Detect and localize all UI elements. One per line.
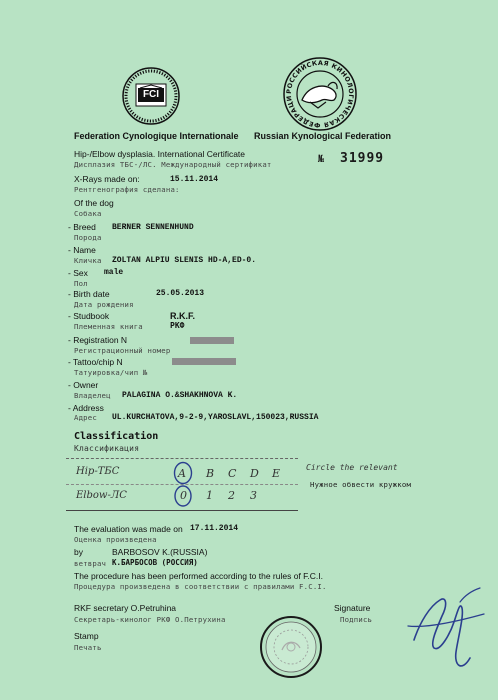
cert-title-ru: Дисплазия ТБС-/ЛС. Международный сертификат [74, 160, 272, 169]
name-label: - Name [68, 245, 96, 255]
rkf-logo-graphic [282, 56, 358, 132]
rkf-ring-text: РОССИЙСКАЯ КИНОЛОГИЧЕСКАЯ ФЕДЕРАЦИ [284, 58, 356, 130]
cert-title-en: Hip-/Elbow dysplasia. International Certificate [74, 149, 246, 159]
hip-grade-e: E [272, 467, 281, 480]
secretary-ru: Секретарь-кинолог РКФ О.Петрухина [74, 615, 226, 624]
cert-number-label: № [318, 154, 325, 165]
sex-value: male [104, 268, 124, 277]
dog-label: Of the dog [74, 198, 114, 208]
stamp-graphic [262, 618, 320, 676]
org-right: Russian Kynological Federation [254, 131, 392, 141]
xray-label: X-Rays made on: [74, 174, 140, 184]
eval-made-label: The evaluation was made on [74, 524, 183, 534]
birth-label-ru: Дата рождения [74, 300, 134, 309]
elbow-label: Elbow-ЛС [76, 490, 127, 501]
tattoo-redaction [172, 358, 236, 365]
dog-label-ru: Собака [74, 209, 102, 218]
address-label-ru: Адрес [74, 413, 97, 422]
fci-logo [118, 66, 184, 126]
hip-grade-b: B [206, 467, 215, 480]
org-left: Federation Cynologique Internationale [74, 131, 239, 141]
tattoo-label: - Tattoo/chip N [68, 357, 123, 367]
owner-label: - Owner [68, 380, 99, 390]
address-value: UL.KURCHATOVA,9-2-9,YAROSLAVL,150023,RUSSIA [112, 413, 319, 422]
studbook-label: - Studbook [68, 311, 110, 321]
eval-by-label: by [74, 547, 83, 557]
classification-box-top [66, 458, 298, 459]
xray-date: 15.11.2014 [170, 175, 219, 184]
address-label: - Address [68, 403, 104, 413]
breed-label-ru: Порода [74, 233, 102, 242]
rkf-logo [282, 56, 358, 132]
signature-label: Signature [334, 603, 371, 613]
procedure-en: The procedure has been performed according to the rules of F.C.I. [74, 571, 323, 581]
elbow-selected-circle [175, 486, 191, 506]
eval-by-name: BARBOSOV K.(RUSSIA) [112, 547, 208, 557]
birth-label: - Birth date [68, 289, 110, 299]
elbow-grade-0: 0 [180, 489, 187, 502]
studbook-value-ru: РКФ [170, 321, 185, 330]
stamp-label: Stamp [74, 631, 99, 641]
embossed-stamp [260, 616, 322, 678]
breed-label: - Breed [68, 222, 96, 232]
owner-value: PALAGINA O.&SHAKHNOVA K. [122, 391, 238, 400]
hip-grade-a: A [178, 467, 186, 480]
reg-label-ru: Регистрационный номер [74, 346, 171, 355]
elbow-grade-1: 1 [206, 489, 213, 502]
cert-number: 31999 [340, 151, 385, 166]
studbook-label-ru: Племенная книга [74, 322, 143, 331]
reg-label: - Registration N [68, 335, 128, 345]
procedure-ru: Процедура произведена в соответствии с правилами F.C.I. [74, 582, 327, 591]
eval-made-label-ru: Оценка произведена [74, 535, 157, 544]
birth-value: 25.05.2013 [156, 289, 205, 298]
hip-label: Hip-ТБС [76, 466, 120, 477]
hip-selected-circle [175, 463, 192, 484]
sex-label: - Sex [68, 268, 88, 278]
eval-vet-label-ru: ветврач [74, 559, 107, 568]
elbow-grade-3: 3 [250, 489, 257, 502]
elbow-grade-2: 2 [228, 489, 235, 502]
breed-value: BERNER SENNENHUND [112, 223, 194, 232]
owner-label-ru: Владелец [74, 391, 111, 400]
circle-note-en: Circle the relevant [306, 463, 398, 472]
selection-circles [168, 460, 198, 512]
fci-logo-text: FCI [142, 89, 160, 100]
name-value: ZOLTAN ALPIU SLENIS HD-A,ED-0. [112, 256, 257, 265]
stamp-label-ru: Печать [74, 643, 102, 652]
eval-date: 17.11.2014 [190, 524, 239, 533]
name-label-ru: Кличка [74, 256, 102, 265]
circle-note-ru: Нужное обвести кружком [310, 480, 412, 489]
eval-by-name-ru: К.БАРБОСОВ (РОССИЯ) [112, 558, 198, 567]
tattoo-label-ru: Татуировка/чип № [74, 368, 148, 377]
handwritten-signature [400, 582, 490, 678]
sex-label-ru: Пол [74, 279, 88, 288]
hip-grade-d: D [250, 467, 259, 480]
reg-redaction [190, 337, 234, 344]
studbook-value: R.K.F. [170, 311, 196, 321]
classification-title: Classification [74, 431, 159, 442]
classification-title-ru: Классификация [74, 444, 140, 453]
xray-label-ru: Рентгенография сделана: [74, 185, 180, 194]
hip-grade-c: C [228, 467, 237, 480]
signature-label-ru: Подпись [340, 615, 373, 624]
secretary-en: RKF secretary O.Petruhina [74, 603, 177, 613]
